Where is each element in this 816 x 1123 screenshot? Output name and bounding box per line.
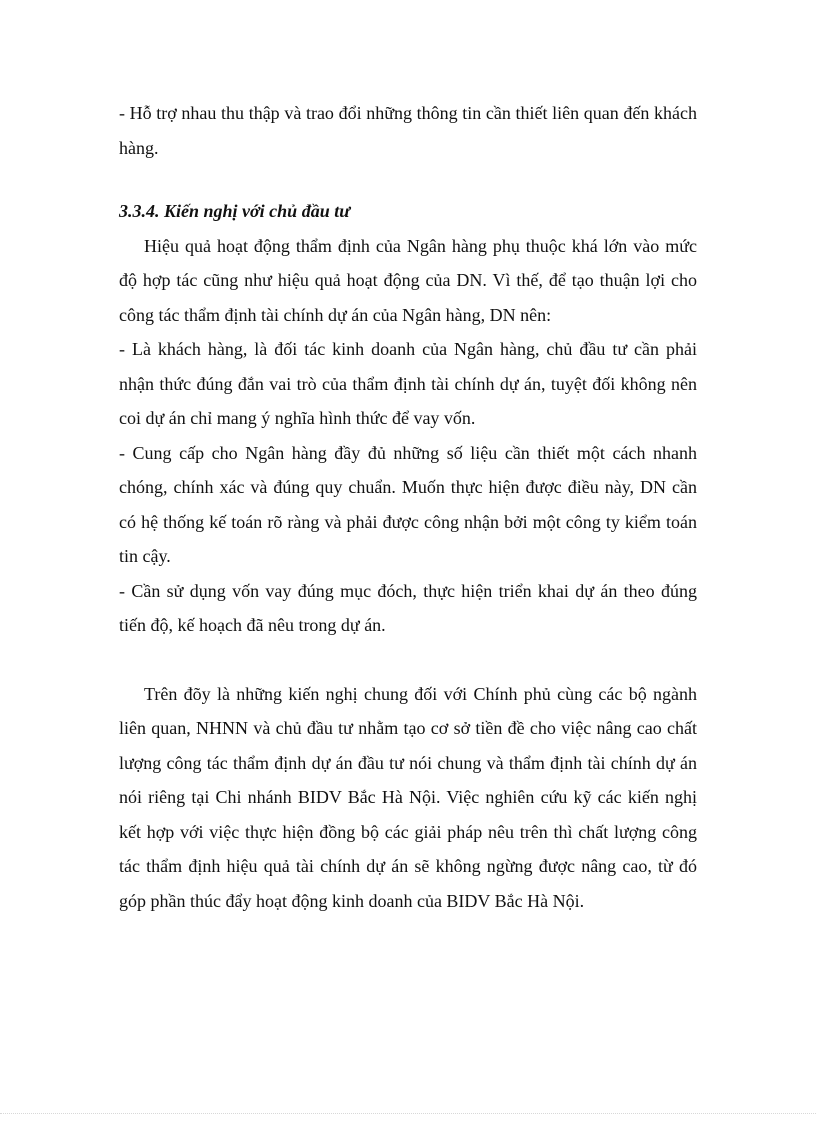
paragraph-gap [119,643,697,677]
bullet-item: - Là khách hàng, là đối tác kinh doanh của Ngân hàng, chủ đầu tư cần phải nhận thức đúng đắn vai trò của thẩm định tài chính dự án, tuyệt đối không nên coi dự án chỉ mang ý nghĩa hình thức để vay vốn. [119,339,697,428]
bullet-item: - Cung cấp cho Ngân hàng đầy đủ những số liệu cần thiết một cách nhanh chóng, chính xác và đúng quy chuẩn. Muốn thực hiện được điều này, DN cần có hệ thống kế toán rõ ràng và phải được công nhận bởi một công ty kiểm toán tin cậy. [119,442,697,566]
page-bottom-divider [0,1113,816,1114]
section-heading: 3.3.4. Kiến nghị với chủ đầu tư [119,201,350,221]
bullet-item: - Cần sử dụng vốn vay đúng mục đóch, thực hiện triển khai dự án theo đúng tiến độ, kế hoạch đã nêu trong dự án. [119,580,697,635]
document-page [119,96,697,918]
section-paragraph: Hiệu quả hoạt động thẩm định của Ngân hàng phụ thuộc khá lớn vào mức độ hợp tác cũng như hiệu quả hoạt động của DN. Vì thế, để tạo thuận lợi cho công tác thẩm định tài chính dự án của Ngân hàng, DN nên: [119,235,697,325]
intro-bullet: - Hỗ trợ nhau thu thập và trao đổi những thông tin cần thiết liên quan đến khách hàng. [119,103,697,158]
conclusion-paragraph: Trên đõy là những kiến nghị chung đối với Chính phủ cùng các bộ ngành liên quan, NHNN và chủ đầu tư nhằm tạo cơ sở tiền đề cho việc nâng cao chất lượng công tác thẩm định dự án đầu tư nói chung và thẩm định tài chính dự án nói riêng tại Chi nhánh BIDV Bắc Hà Nội. Việc nghiên cứu kỹ các kiến nghị kết hợp với việc thực hiện đồng bộ các giải pháp nêu trên thì chất lượng công tác thẩm định hiệu quả tài chính dự án sẽ không ngừng được nâng cao, từ đó góp phần thúc đẩy hoạt động kinh doanh của BIDV Bắc Hà Nội. [119,683,697,911]
